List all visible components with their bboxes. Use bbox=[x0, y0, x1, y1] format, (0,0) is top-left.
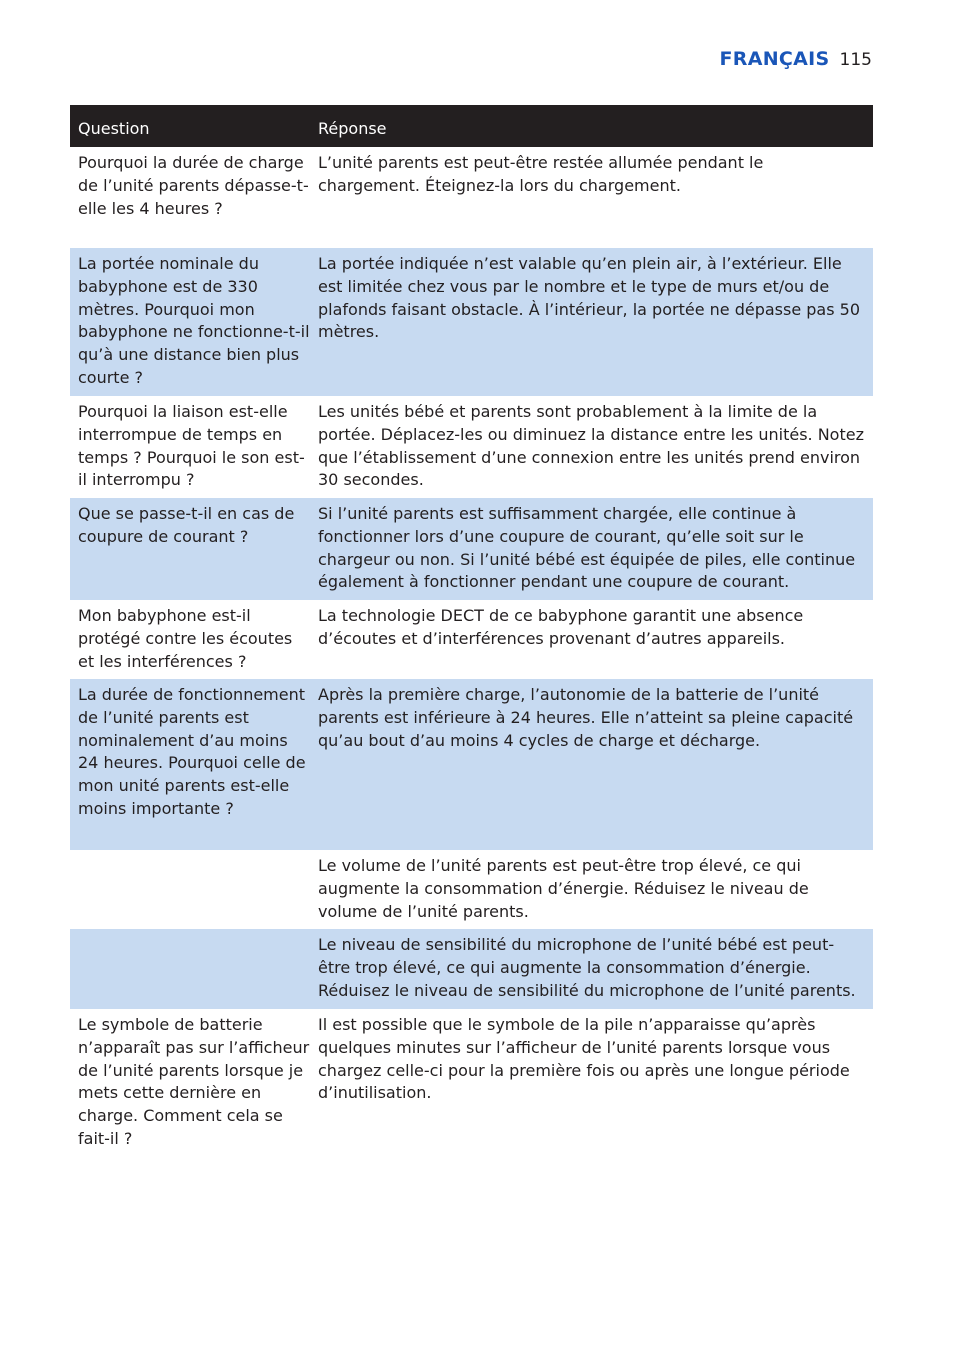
table-row bbox=[70, 679, 873, 850]
answer-cell: L’unité parents est peut-être restée allumée pendant le chargement. Éteignez-la lors du chargement. bbox=[318, 153, 764, 195]
page-header bbox=[720, 48, 872, 70]
table-row bbox=[70, 147, 873, 248]
question-cell: Mon babyphone est-il protégé contre les écoutes et les interférences ? bbox=[78, 606, 293, 671]
column-header-answer: Réponse bbox=[318, 119, 387, 138]
question-cell bbox=[70, 929, 310, 1009]
table-row bbox=[70, 248, 873, 396]
table-header bbox=[70, 105, 873, 147]
question-cell: Pourquoi la liaison est-elle interrompue de temps en temps ? Pourquoi le son est-il interrompu ? bbox=[78, 402, 305, 490]
answer-cell: Le volume de l’unité parents est peut-être trop élevé, ce qui augmente la consommation d’énergie. Réduisez le niveau de volume de l’unité parents. bbox=[318, 856, 809, 921]
answer-cell: Si l’unité parents est suffisamment chargée, elle continue à fonctionner lors d’une coupure de courant, qu’elle soit sur le chargeur ou non. Si l’unité bébé est équipée de piles, elle continue également à fonctionner pendant une coupure de courant. bbox=[318, 504, 856, 592]
answer-cell: Les unités bébé et parents sont probablement à la limite de la portée. Déplacez-les ou diminuez la distance entre les unités. Notez que l’établissement d’une connexion entre les unités prend environ 30 secondes. bbox=[318, 402, 864, 490]
question-cell: La portée nominale du babyphone est de 330 mètres. Pourquoi mon babyphone ne fonctionne-t-il qu’à une distance bien plus courte ? bbox=[78, 254, 310, 387]
question-cell: Que se passe-t-il en cas de coupure de courant ? bbox=[78, 504, 295, 546]
language-label: FRANÇAIS bbox=[719, 48, 830, 70]
question-cell: Le symbole de batterie n’apparaît pas sur l’afficheur de l’unité parents lorsque je mets cette dernière en charge. Comment cela se fait-il ? bbox=[78, 1015, 310, 1148]
question-cell bbox=[70, 850, 310, 929]
answer-cell: La portée indiquée n’est valable qu’en plein air, à l’extérieur. Elle est limitée chez vous par le nombre et le type de murs et/ou de plafonds faisant obstacle. À l’intérieur, la portée ne dépasse pas 50 mètres. bbox=[318, 254, 860, 342]
faq-table bbox=[70, 105, 873, 1157]
answer-cell: Le niveau de sensibilité du microphone de l’unité bébé est peut-être trop élevé, ce qui augmente la consommation d’énergie. Réduisez le niveau de sensibilité du microphone de l’unité parents. bbox=[318, 935, 856, 1000]
question-cell: La durée de fonctionnement de l’unité parents est nominalement d’au moins 24 heures. Pourquoi celle de mon unité parents est-elle moins importante ? bbox=[78, 685, 306, 818]
table-row bbox=[70, 498, 873, 600]
table-row bbox=[70, 600, 873, 679]
question-cell: Pourquoi la durée de charge de l’unité parents dépasse-t-elle les 4 heures ? bbox=[78, 153, 309, 218]
answer-cell: Après la première charge, l’autonomie de la batterie de l’unité parents est inférieure à 24 heures. Elle n’atteint sa pleine capacité qu’au bout d’au moins 4 cycles de charge et décharge. bbox=[318, 685, 854, 750]
column-header-question: Question bbox=[78, 119, 150, 138]
table-row bbox=[70, 850, 873, 929]
table-row bbox=[70, 396, 873, 498]
answer-cell: Il est possible que le symbole de la pile n’apparaisse qu’après quelques minutes sur l’afficheur de l’unité parents lorsque vous chargez celle-ci pour la première fois ou après une longue période d’inutilisation. bbox=[318, 1015, 850, 1103]
table-row bbox=[70, 1009, 873, 1157]
table-row bbox=[70, 929, 873, 1009]
page-number: 115 bbox=[839, 50, 872, 70]
answer-cell: La technologie DECT de ce babyphone garantit une absence d’écoutes et d’interférences provenant d’autres appareils. bbox=[318, 606, 804, 648]
